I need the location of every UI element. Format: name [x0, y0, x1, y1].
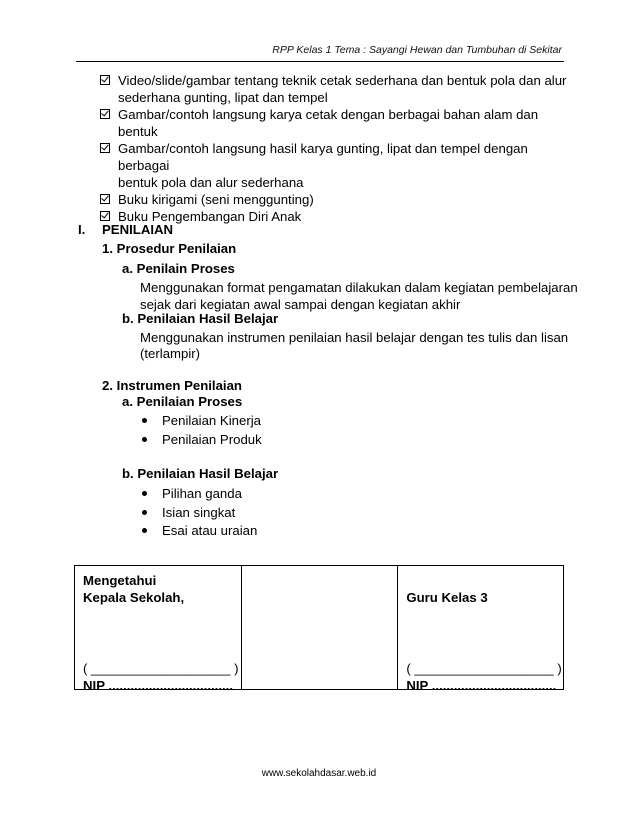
- prosedur-a-text: sejak dari kegiatan awal sampai dengan kegiatan akhir: [140, 297, 461, 312]
- instrumen-title: 2. Instrumen Penilaian: [102, 378, 242, 393]
- section-number: I.: [78, 222, 86, 237]
- prosedur-b-text: (terlampir): [140, 346, 201, 361]
- bullet-icon: [142, 418, 147, 423]
- signature-role: Guru Kelas 3: [406, 590, 488, 605]
- prosedur-a-title: a. Penilain Proses: [122, 261, 235, 276]
- signature-label: Mengetahui: [83, 573, 157, 588]
- signature-cell-empty: [241, 566, 398, 690]
- header-divider: [76, 61, 564, 62]
- checklist-item: Video/slide/gambar tentang teknik cetak sederhana dan bentuk pola dan alur sederhana gunting, lipat dan tempel: [100, 72, 570, 106]
- signature-name-line: ( ___________________ ): [406, 661, 562, 676]
- signature-cell-kepala-sekolah: [75, 566, 242, 693]
- bullet-icon: [142, 437, 147, 442]
- bullet-icon: [142, 491, 147, 496]
- signature-cell-guru: [398, 566, 564, 693]
- checklist-item: Gambar/contoh langsung karya cetak dengan berbagai bahan alam dan bentuk: [100, 106, 570, 140]
- list-item: Esai atau uraian: [142, 522, 257, 539]
- checkbox-checked-icon: [100, 211, 110, 221]
- prosedur-title: 1. Prosedur Penilaian: [102, 241, 237, 256]
- checklist-item: Buku Pengembangan Diri Anak: [100, 208, 570, 225]
- checkbox-checked-icon: [100, 194, 110, 204]
- section-title: PENILAIAN: [102, 222, 174, 237]
- instrumen-a-title: a. Penilaian Proses: [122, 394, 243, 409]
- prosedur-b-title: b. Penilaian Hasil Belajar: [122, 311, 279, 326]
- bullet-icon: [142, 528, 147, 533]
- page-header-title: RPP Kelas 1 Tema : Sayangi Hewan dan Tumbuhan di Sekitar: [272, 44, 562, 56]
- signature-table: [74, 565, 564, 693]
- media-checklist: [100, 72, 570, 225]
- signature-name-line: ( ___________________ ): [83, 661, 239, 676]
- checkbox-checked-icon: [100, 75, 110, 85]
- list-item: Pilihan ganda: [142, 485, 242, 502]
- checklist-item: Gambar/contoh langsung hasil karya gunting, lipat dan tempel dengan berbagai bentuk pola dan alur sederhana: [100, 140, 570, 191]
- prosedur-a-text: Menggunakan format pengamatan dilakukan dalam kegiatan pembelajaran: [140, 280, 578, 295]
- signature-role: Kepala Sekolah,: [83, 590, 185, 605]
- signature-nip: NIP ..................................: [406, 678, 557, 693]
- footer-url: www.sekolahdasar.web.id: [261, 768, 377, 779]
- instrumen-b-title: b. Penilaian Hasil Belajar: [122, 466, 279, 481]
- prosedur-b-text: Menggunakan instrumen penilaian hasil belajar dengan tes tulis dan lisan: [140, 330, 569, 345]
- list-item: Penilaian Produk: [142, 431, 262, 448]
- list-item: Penilaian Kinerja: [142, 412, 261, 429]
- bullet-icon: [142, 510, 147, 515]
- checklist-item: Buku kirigami (seni menggunting): [100, 191, 570, 208]
- checkbox-checked-icon: [100, 109, 110, 119]
- checkbox-checked-icon: [100, 143, 110, 153]
- signature-nip: NIP ..................................: [83, 678, 233, 693]
- list-item: Isian singkat: [142, 504, 235, 521]
